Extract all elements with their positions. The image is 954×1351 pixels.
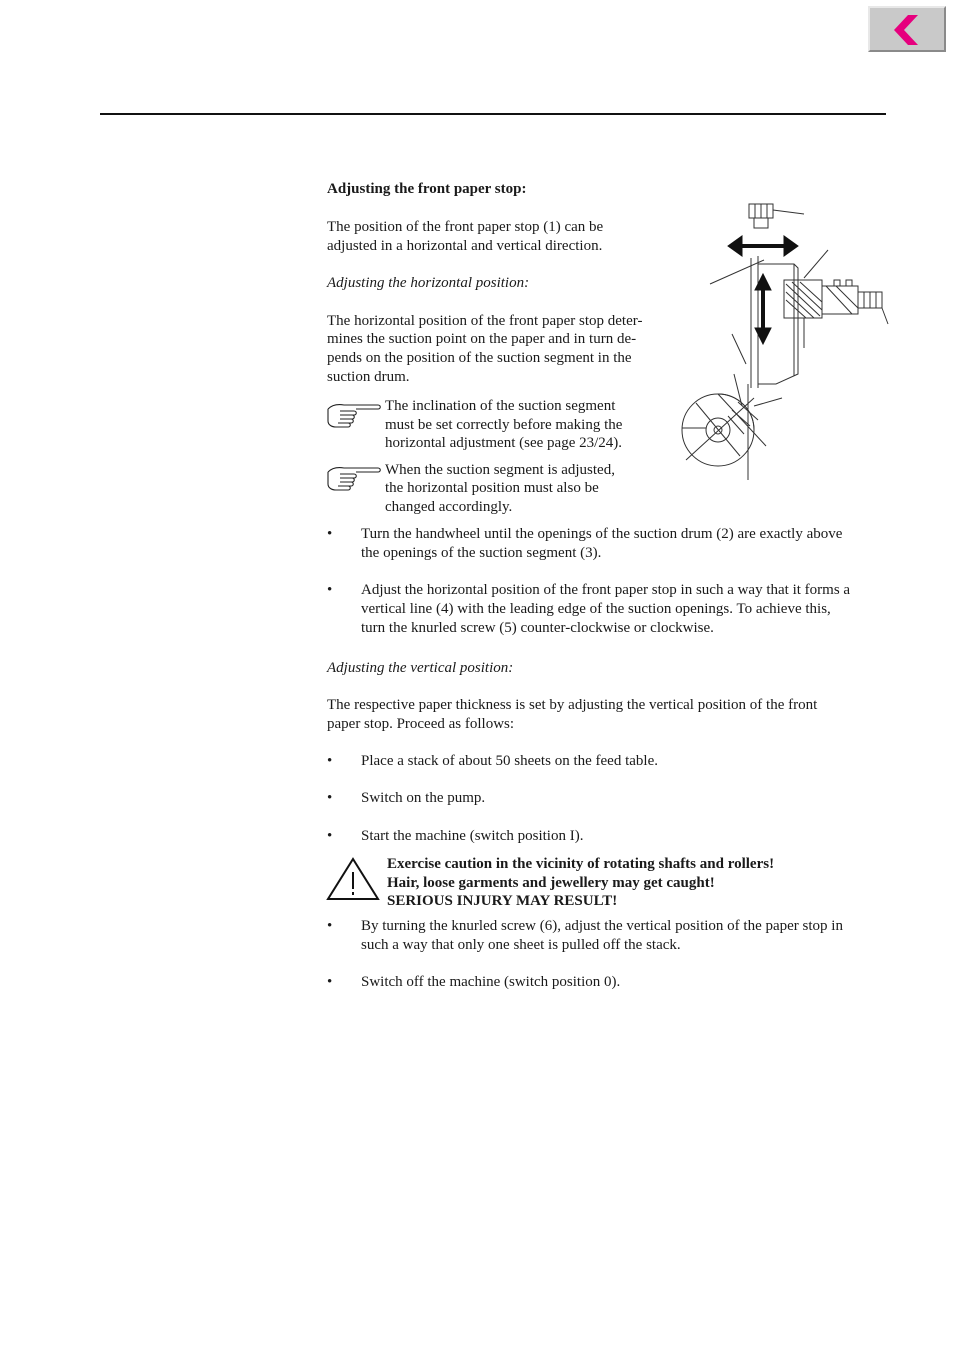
step-line: Switch off the machine (switch position 0). <box>361 974 621 990</box>
bullet-marker: • <box>327 582 333 598</box>
horizontal-para-line: mines the suction point on the paper and in turn de- <box>327 331 637 347</box>
bullet-marker: • <box>327 828 333 844</box>
warning-line: SERIOUS INJURY MAY RESULT! <box>387 893 618 909</box>
step-line: Start the machine (switch position I). <box>361 828 584 844</box>
pointing-hand-icon <box>326 399 382 429</box>
vertical-heading: Adjusting the vertical position: <box>327 660 514 676</box>
horizontal-para-line: The horizontal position of the front paper stop deter- <box>327 313 643 329</box>
intro-line: The position of the front paper stop (1) can be <box>327 219 604 235</box>
note-line: must be set correctly before making the <box>385 417 623 433</box>
note-line: changed accordingly. <box>385 499 513 515</box>
bullet-marker: • <box>327 790 333 806</box>
bullet-marker: • <box>327 753 333 769</box>
chevron-left-icon <box>890 14 926 46</box>
horizontal-para-line: pends on the position of the suction segment in the <box>327 350 632 366</box>
header-rule <box>100 113 886 115</box>
vertical-para-line: The respective paper thickness is set by adjusting the vertical position of the front <box>327 697 818 713</box>
step-line: turn the knurled screw (5) counter-clockwise or clockwise. <box>361 620 714 636</box>
section-title: Adjusting the front paper stop: <box>327 181 527 197</box>
vertical-para-line: paper stop. Proceed as follows: <box>327 716 515 732</box>
warning-triangle-icon <box>326 857 380 901</box>
bullet-marker: • <box>327 918 333 934</box>
bullet-marker: • <box>327 974 333 990</box>
paper-stop-diagram <box>676 198 890 488</box>
step-line: such a way that only one sheet is pulled off the stack. <box>361 937 681 953</box>
horizontal-para-line: suction drum. <box>327 369 410 385</box>
warning-line: Hair, loose garments and jewellery may get caught! <box>387 875 715 891</box>
horizontal-heading: Adjusting the horizontal position: <box>327 275 530 291</box>
step-line: By turning the knurled screw (6), adjust the vertical position of the paper stop in <box>361 918 843 934</box>
note-line: the horizontal position must also be <box>385 480 599 496</box>
bullet-marker: • <box>327 526 333 542</box>
step-line: Turn the handwheel until the openings of the suction drum (2) are exactly above <box>361 526 843 542</box>
intro-line: adjusted in a horizontal and vertical direction. <box>327 238 603 254</box>
step-line: the openings of the suction segment (3). <box>361 545 602 561</box>
step-line: Adjust the horizontal position of the front paper stop in such a way that it forms a <box>361 582 851 598</box>
step-line: vertical line (4) with the leading edge of the suction openings. To achieve this, <box>361 601 831 617</box>
note-line: When the suction segment is adjusted, <box>385 462 615 478</box>
step-line: Place a stack of about 50 sheets on the feed table. <box>361 753 658 769</box>
pointing-hand-icon <box>326 462 382 492</box>
back-button[interactable] <box>868 6 946 52</box>
warning-line: Exercise caution in the vicinity of rotating shafts and rollers! <box>387 856 775 872</box>
note-line: horizontal adjustment (see page 23/24). <box>385 435 623 451</box>
note-line: The inclination of the suction segment <box>385 398 616 414</box>
step-line: Switch on the pump. <box>361 790 486 806</box>
